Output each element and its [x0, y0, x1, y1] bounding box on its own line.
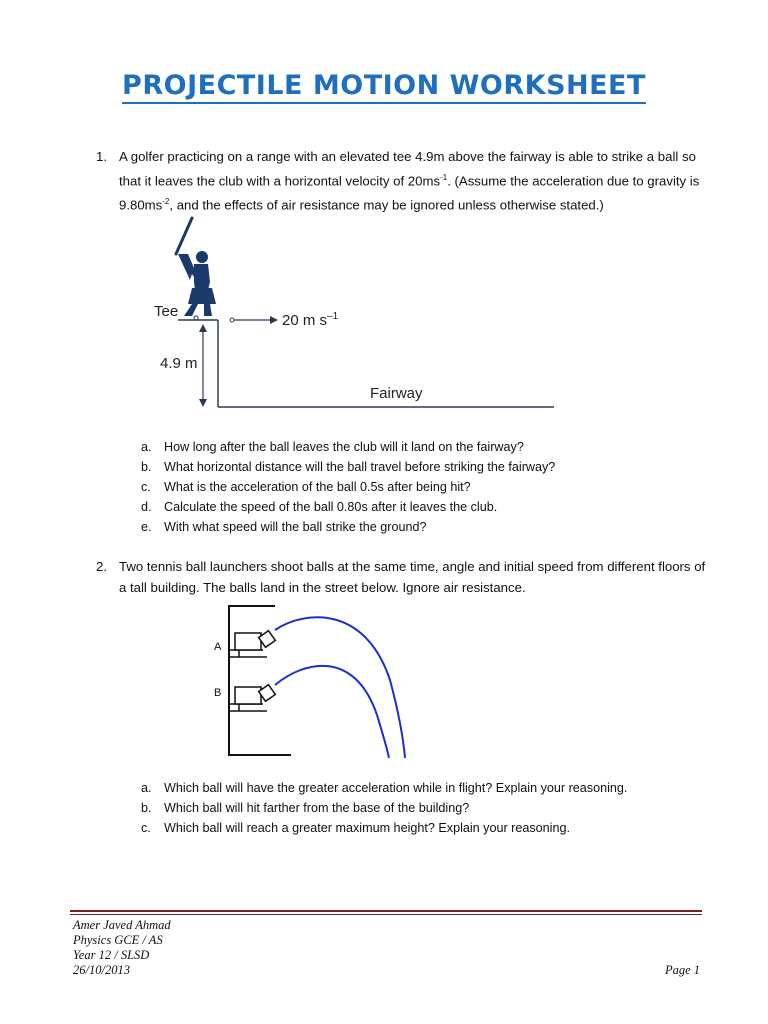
question-1 [96, 146, 706, 216]
footer-rule-thin [70, 914, 702, 915]
footer-info [73, 918, 171, 978]
velocity-label: 20 m $s^{-1}$ [282, 311, 339, 329]
list-item: d. Calculate the speed of the ball 0.80s after it leaves the club. [141, 500, 498, 514]
list-item: b. Which ball will hit farther from the base of the building? [141, 801, 470, 815]
list-item: b. What horizontal distance will the ball travel before striking the fairway? [141, 460, 556, 474]
golfer-figure [176, 218, 216, 316]
question-2-parts [141, 778, 701, 838]
list-item: c. What is the acceleration of the ball 0.5s after being hit? [141, 480, 471, 494]
author: Amer Javed Ahmad [73, 918, 171, 932]
year-group: Year 12 / SLSD [73, 948, 150, 962]
label-b: B [214, 687, 222, 699]
question-text: Two tennis ball launchers shoot balls at the same time, angle and initial speed from different floors of a tall building. The balls land in the street below. Ignore air resistance. [119, 559, 706, 595]
list-item: c. Which ball will reach a greater maximum height? Explain your reasoning. [141, 821, 570, 835]
question-text: A golfer practicing on a range with an elevated tee 4.9m above the fairway is able to strike a ball so that it leaves the club with a horizontal velocity of $20ms^{-1}$. (Assume the acceleration due to gravity is $9.80ms^{-2}$, and the effects of air resistance may be ignored unless otherwise stated.) [119, 149, 700, 213]
page-number: Page 1 [664, 963, 700, 977]
date: 26/10/2013 [73, 963, 130, 977]
trajectory-a [275, 617, 405, 758]
trajectory-b [275, 666, 389, 758]
golf-diagram [140, 212, 590, 412]
fairway-label: Fairway [370, 385, 423, 402]
launcher-a [229, 631, 275, 657]
question-2 [96, 556, 706, 598]
worksheet-title: PROJECTILE MOTION WORKSHEET [0, 70, 768, 101]
list-item: a. Which ball will have the greater acceleration while in flight? Explain your reasoning. [141, 781, 628, 795]
launcher-diagram [205, 600, 420, 765]
tee-label: Tee [154, 303, 179, 320]
height-label: 4.9 m [160, 355, 198, 372]
list-item: a. How long after the ball leaves the club will it land on the fairway? [141, 440, 524, 454]
label-a: A [214, 641, 222, 653]
course: Physics GCE / AS [73, 933, 163, 947]
question-number: 1. [96, 149, 107, 164]
question-number: 2. [96, 559, 107, 574]
list-item: e. With what speed will the ball strike the ground? [141, 520, 427, 534]
footer-rule [70, 910, 702, 912]
question-1-parts [141, 437, 701, 537]
launcher-b [229, 685, 275, 711]
